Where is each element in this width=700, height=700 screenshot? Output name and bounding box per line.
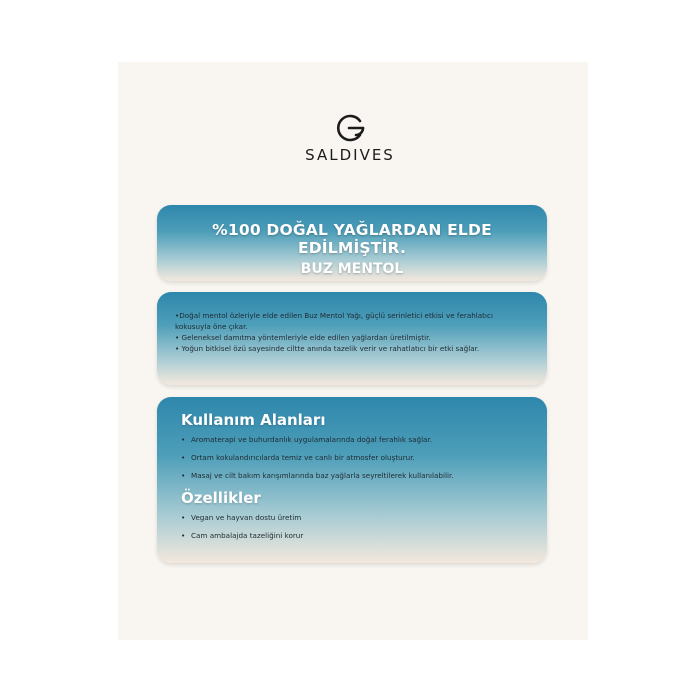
features-title: Özellikler — [181, 489, 261, 507]
features-list — [181, 513, 531, 541]
list-item: • Ortam kokulandırıcılarda temiz ve canlı bir atmosfer oluşturur. — [181, 453, 531, 463]
info-line: • Geleneksel damıtma yöntemleriyle elde edilen yağlardan üretilmiştir. — [175, 333, 431, 342]
brand-logo — [0, 112, 700, 164]
usage-title: Kullanım Alanları — [181, 411, 326, 429]
title-line-2: BUZ MENTOL — [300, 261, 404, 277]
info-line: • Yoğun bitkisel özü sayesinde ciltte anında tazelik verir ve rahatlatıcı bir etki sağlar. — [175, 344, 480, 353]
list-item: • Vegan ve hayvan dostu üretim — [181, 513, 531, 523]
list-item: • Cam ambalajda tazeliğini korur — [181, 531, 531, 541]
brand-name: SALDIVES — [305, 146, 395, 164]
saldives-logo-icon — [333, 112, 367, 144]
info-line: •Doğal mentol özleriyle elde edilen Buz Mentol Yağı, güçlü serinletici etkisi ve ferahlatıcı — [175, 311, 493, 320]
info-line: kokusuyla öne çıkar. — [175, 322, 248, 331]
usage-list — [181, 435, 531, 481]
info-card — [157, 292, 547, 385]
title-line-1: %100 DOĞAL YAĞLARDAN ELDE EDİLMİŞTİR. — [212, 221, 492, 257]
usage-card — [157, 397, 547, 563]
list-item: • Aromaterapi ve buhurdanlık uygulamalarında doğal ferahlık sağlar. — [181, 435, 531, 445]
title-card — [157, 205, 547, 281]
list-item: • Masaj ve cilt bakım karışımlarında baz yağlarla seyreltilerek kullanılabilir. — [181, 471, 531, 481]
